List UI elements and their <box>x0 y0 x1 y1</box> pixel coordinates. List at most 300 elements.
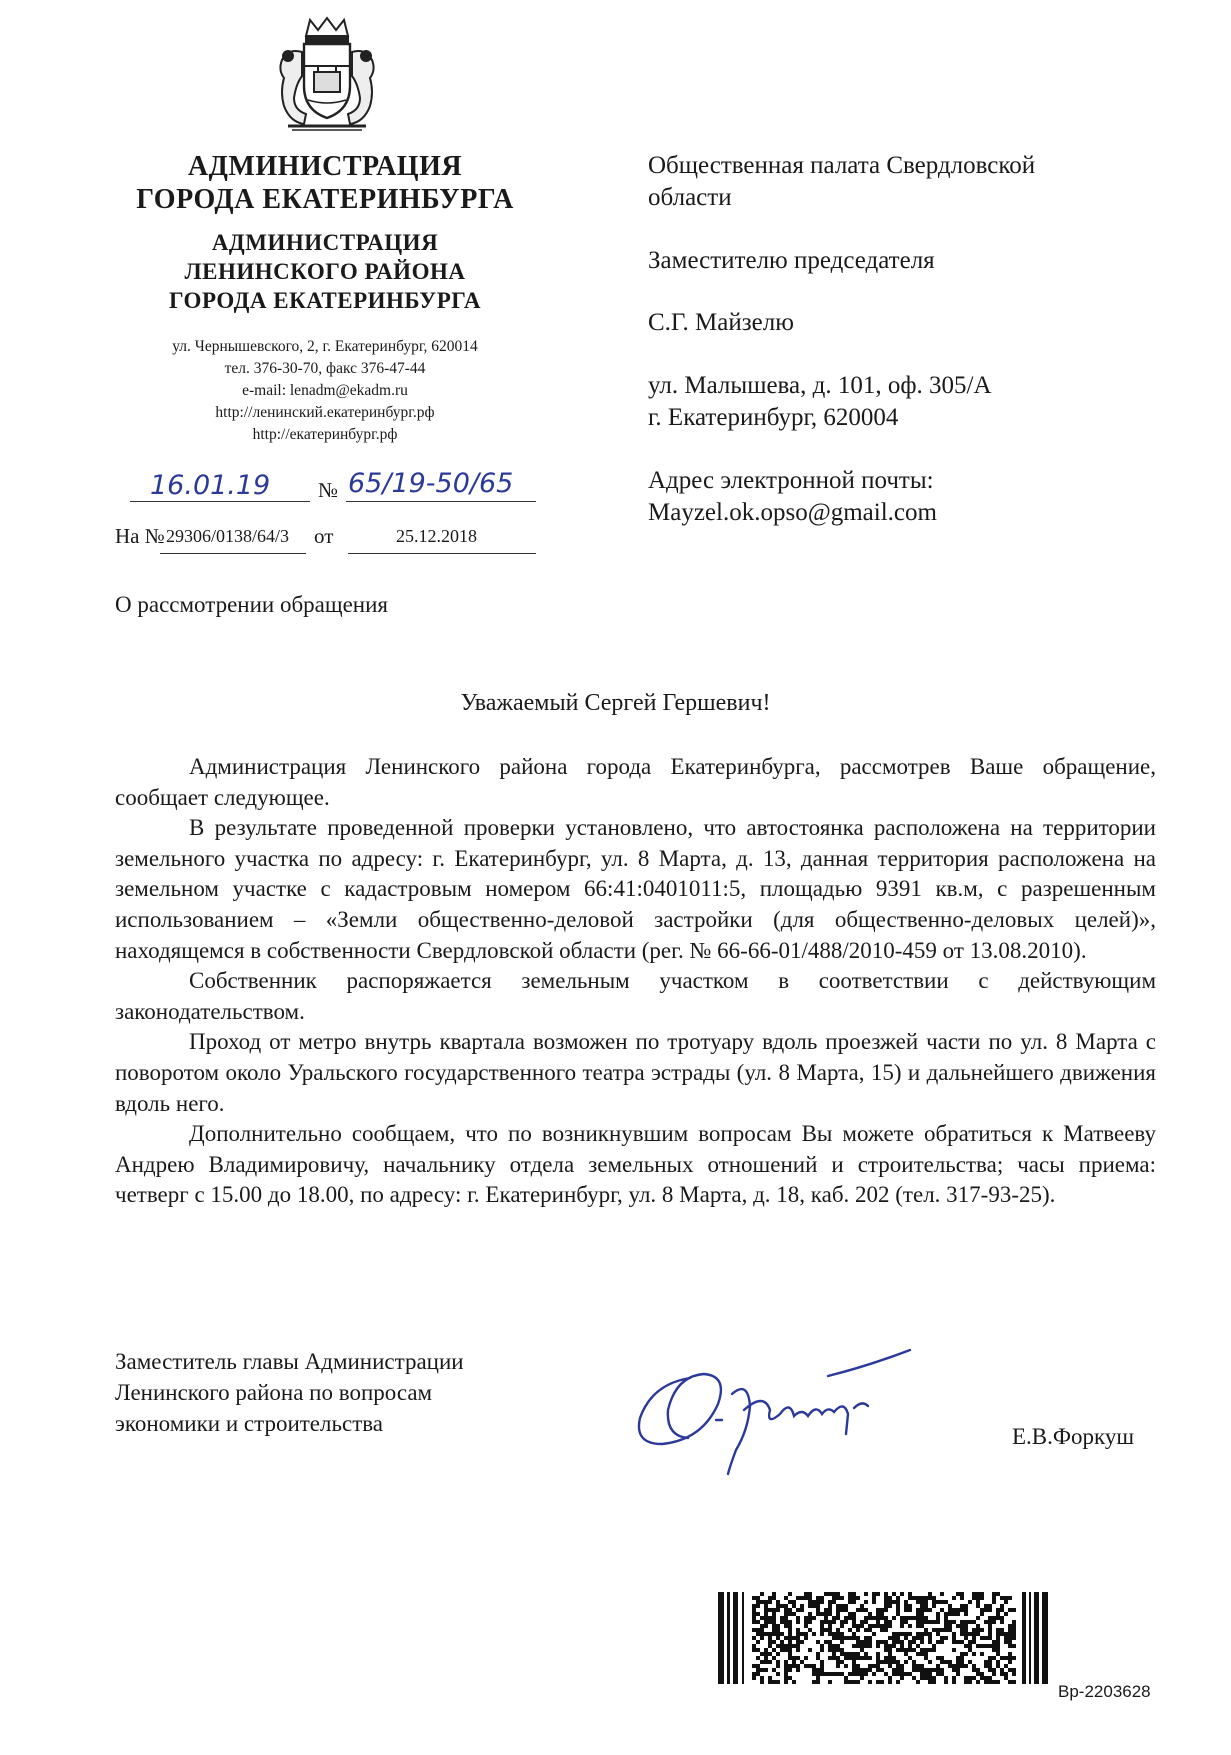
barcode-cell <box>976 1592 980 1596</box>
barcode-cell <box>1000 1596 1004 1600</box>
barcode-cell <box>908 1604 912 1608</box>
barcode-cell <box>756 1600 760 1604</box>
barcode-cell <box>852 1660 856 1664</box>
barcode-cell <box>808 1600 812 1604</box>
barcode-cell <box>896 1660 900 1664</box>
barcode-cell <box>796 1636 800 1640</box>
barcode-cell <box>980 1672 984 1676</box>
barcode-cell <box>980 1636 984 1640</box>
barcode-cell <box>972 1668 976 1672</box>
barcode-cell <box>892 1656 896 1660</box>
barcode-cell <box>764 1616 768 1620</box>
recipient-address <box>648 370 992 434</box>
barcode-cell <box>856 1640 860 1644</box>
barcode-cell <box>956 1640 960 1644</box>
barcode-cell <box>884 1604 888 1608</box>
barcode-cell <box>752 1636 756 1640</box>
barcode-cell <box>888 1676 892 1680</box>
barcode-cell <box>920 1608 924 1612</box>
barcode-cell <box>976 1624 980 1628</box>
barcode-cell <box>904 1608 908 1612</box>
barcode-cell <box>896 1668 900 1672</box>
barcode-cell <box>968 1660 972 1664</box>
barcode-cell <box>796 1608 800 1612</box>
barcode-cell <box>944 1624 948 1628</box>
barcode-cell <box>884 1616 888 1620</box>
barcode-cell <box>964 1620 968 1624</box>
barcode-cell <box>844 1676 848 1680</box>
barcode-cell <box>912 1668 916 1672</box>
barcode-cell <box>860 1604 864 1608</box>
body-paragraph: Проход от метро внутрь квартала возможен по тротуару вдоль проезжей части по ул. 8 Марта с поворотом около Уральского государственного театра эстрады (ул. 8 Марта, 15) и дальнейшего движения вдоль него. <box>115 1029 1156 1116</box>
barcode-cell <box>816 1608 820 1612</box>
barcode-cell <box>996 1612 1000 1616</box>
barcode-cell <box>912 1636 916 1640</box>
barcode-cell <box>864 1600 868 1604</box>
barcode-cell <box>768 1660 772 1664</box>
barcode-cell <box>828 1608 832 1612</box>
barcode-cell <box>948 1612 952 1616</box>
barcode-cell <box>868 1628 872 1632</box>
barcode-cell <box>996 1608 1000 1612</box>
barcode-cell <box>996 1680 1000 1684</box>
barcode-cell <box>932 1668 936 1672</box>
reg-number: 65/19-50/65 <box>348 468 514 499</box>
barcode-cell <box>828 1624 832 1628</box>
barcode-cell <box>840 1636 844 1640</box>
barcode-cell <box>988 1644 992 1648</box>
barcode-cell <box>1012 1656 1016 1660</box>
barcode-cell <box>1012 1620 1016 1624</box>
barcode-cell <box>1012 1632 1016 1636</box>
barcode-cell <box>824 1620 828 1624</box>
barcode-cell <box>964 1612 968 1616</box>
barcode-cell <box>808 1616 812 1620</box>
barcode-cell <box>920 1632 924 1636</box>
barcode-cell <box>856 1652 860 1656</box>
barcode-cell <box>880 1640 884 1644</box>
ref-from-label: от <box>314 524 334 548</box>
barcode-cell <box>860 1648 864 1652</box>
barcode-cell <box>972 1676 976 1680</box>
barcode-cell <box>932 1648 936 1652</box>
barcode-cell <box>776 1672 780 1676</box>
barcode-cell <box>968 1640 972 1644</box>
barcode-cell <box>760 1624 764 1628</box>
barcode-cell <box>828 1680 832 1684</box>
reg-date: 16.01.19 <box>150 470 271 501</box>
barcode-cell <box>932 1676 936 1680</box>
barcode-cell <box>884 1628 888 1632</box>
barcode-cell <box>836 1628 840 1632</box>
barcode-cell <box>960 1596 964 1600</box>
barcode-cell <box>944 1660 948 1664</box>
recipient-email-label: Адрес электронной почты: <box>648 467 934 494</box>
barcode-cell <box>848 1656 852 1660</box>
barcode-cell <box>984 1664 988 1668</box>
barcode-cell <box>788 1648 792 1652</box>
barcode-cell <box>924 1628 928 1632</box>
barcode-cell <box>900 1648 904 1652</box>
barcode-cell <box>896 1664 900 1668</box>
barcode-cell <box>804 1656 808 1660</box>
barcode-cell <box>808 1612 812 1616</box>
barcode-cell <box>752 1644 756 1648</box>
number-underline <box>346 500 536 502</box>
barcode-cell <box>772 1596 776 1600</box>
barcode-cell <box>872 1596 876 1600</box>
barcode-cell <box>884 1596 888 1600</box>
barcode-cell <box>808 1604 812 1608</box>
barcode-cell <box>764 1612 768 1616</box>
barcode-cell <box>940 1608 944 1612</box>
barcode-cell <box>752 1616 756 1620</box>
barcode-cell <box>892 1636 896 1640</box>
barcode-cell <box>808 1596 812 1600</box>
recipient-address-line: г. Екатеринбург, 620004 <box>648 404 899 431</box>
barcode-cell <box>880 1624 884 1628</box>
barcode-cell <box>868 1612 872 1616</box>
barcode-cell <box>956 1612 960 1616</box>
barcode-cell <box>992 1592 996 1596</box>
barcode-cell <box>836 1644 840 1648</box>
barcode-cell <box>824 1640 828 1644</box>
barcode-cell <box>908 1632 912 1636</box>
barcode-cell <box>920 1596 924 1600</box>
barcode-cell <box>884 1600 888 1604</box>
barcode-cell <box>864 1672 868 1676</box>
barcode-cell <box>788 1664 792 1668</box>
barcode-cell <box>1008 1628 1012 1632</box>
barcode-cell <box>916 1600 920 1604</box>
barcode-cell <box>988 1680 992 1684</box>
barcode-cell <box>932 1596 936 1600</box>
barcode-cell <box>948 1604 952 1608</box>
barcode-cell <box>904 1672 908 1676</box>
barcode-cell <box>832 1644 836 1648</box>
barcode-cell <box>900 1664 904 1668</box>
barcode-cell <box>804 1596 808 1600</box>
barcode-cell <box>880 1608 884 1612</box>
barcode-cell <box>828 1672 832 1676</box>
barcode-cell <box>964 1636 968 1640</box>
barcode-cell <box>840 1604 844 1608</box>
barcode-cell <box>884 1672 888 1676</box>
barcode-cell <box>960 1660 964 1664</box>
barcode-cell <box>916 1664 920 1668</box>
barcode-cell <box>764 1604 768 1608</box>
barcode-cell <box>1008 1652 1012 1656</box>
org-line: ГОРОДА ЕКАТЕРИНБУРГА <box>136 184 514 215</box>
barcode-cell <box>856 1624 860 1628</box>
barcode-cell <box>848 1652 852 1656</box>
barcode-cell <box>884 1656 888 1660</box>
barcode-cell <box>960 1632 964 1636</box>
barcode-cell <box>760 1652 764 1656</box>
barcode-cell <box>916 1668 920 1672</box>
barcode-cell <box>860 1640 864 1644</box>
barcode-cell <box>868 1636 872 1640</box>
barcode-cell <box>968 1676 972 1680</box>
barcode-cell <box>864 1616 868 1620</box>
barcode-cell <box>912 1640 916 1644</box>
barcode-cell <box>992 1680 996 1684</box>
barcode-cell <box>856 1680 860 1684</box>
barcode-cell <box>764 1660 768 1664</box>
barcode-cell <box>828 1656 832 1660</box>
barcode-cell <box>832 1592 836 1596</box>
barcode-cell <box>812 1604 816 1608</box>
barcode-cell <box>784 1668 788 1672</box>
barcode-cell <box>952 1640 956 1644</box>
barcode-cell <box>804 1636 808 1640</box>
barcode-cell <box>976 1600 980 1604</box>
barcode-cell <box>964 1604 968 1608</box>
barcode-cell <box>836 1660 840 1664</box>
barcode-cell <box>768 1636 772 1640</box>
barcode-cell <box>968 1680 972 1684</box>
barcode-cell <box>776 1660 780 1664</box>
barcode-cell <box>852 1656 856 1660</box>
barcode-cell <box>828 1620 832 1624</box>
barcode-cell <box>876 1608 880 1612</box>
barcode-cell <box>836 1616 840 1620</box>
barcode-cell <box>888 1600 892 1604</box>
letterhead-phone: тел. 376-30-70, факс 376-47-44 <box>224 360 426 377</box>
barcode-cell <box>816 1604 820 1608</box>
barcode-cell <box>984 1604 988 1608</box>
barcode-cell <box>840 1632 844 1636</box>
barcode-cell <box>964 1644 968 1648</box>
barcode-cell <box>788 1652 792 1656</box>
barcode-cell <box>840 1640 844 1644</box>
barcode-cell <box>976 1680 980 1684</box>
barcode-cell <box>936 1664 940 1668</box>
barcode-cell <box>772 1640 776 1644</box>
barcode-cell <box>784 1680 788 1684</box>
barcode-cell <box>836 1612 840 1616</box>
barcode-cell <box>768 1600 772 1604</box>
barcode-cell <box>852 1680 856 1684</box>
barcode-cell <box>908 1592 912 1596</box>
barcode-cell <box>784 1676 788 1680</box>
barcode-cell <box>788 1612 792 1616</box>
barcode-cell <box>828 1612 832 1616</box>
barcode-cell <box>848 1592 852 1596</box>
barcode-cell <box>908 1624 912 1628</box>
barcode-cell <box>876 1612 880 1616</box>
barcode-cell <box>860 1656 864 1660</box>
barcode-cell <box>848 1616 852 1620</box>
barcode-cell <box>932 1620 936 1624</box>
barcode-cell <box>916 1624 920 1628</box>
barcode-cell <box>844 1604 848 1608</box>
barcode-cell <box>968 1632 972 1636</box>
barcode-cell <box>856 1628 860 1632</box>
barcode-cell <box>852 1672 856 1676</box>
barcode-cell <box>792 1644 796 1648</box>
barcode-cell <box>788 1656 792 1660</box>
reg-number-label: № <box>318 478 339 502</box>
barcode-cell <box>960 1624 964 1628</box>
barcode-cell <box>964 1624 968 1628</box>
barcode-cell <box>904 1600 908 1604</box>
barcode-cell <box>996 1648 1000 1652</box>
barcode-cell <box>976 1644 980 1648</box>
barcode-cell <box>896 1680 900 1684</box>
barcode-cell <box>812 1600 816 1604</box>
barcode-cell <box>852 1612 856 1616</box>
barcode-cell <box>772 1624 776 1628</box>
barcode-cell <box>920 1604 924 1608</box>
barcode-cell <box>916 1612 920 1616</box>
barcode-cell <box>996 1640 1000 1644</box>
barcode-cell <box>784 1616 788 1620</box>
recipient-email: Mayzel.ok.opso@gmail.com <box>648 499 937 526</box>
barcode-cell <box>892 1660 896 1664</box>
barcode-cell <box>784 1620 788 1624</box>
barcode-cell <box>856 1668 860 1672</box>
barcode-cell <box>772 1620 776 1624</box>
barcode-cell <box>904 1616 908 1620</box>
barcode-cell <box>768 1644 772 1648</box>
barcode-cell <box>772 1648 776 1652</box>
barcode-cell <box>844 1680 848 1684</box>
barcode-cell <box>856 1596 860 1600</box>
barcode-cell <box>924 1676 928 1680</box>
barcode-cell <box>756 1632 760 1636</box>
barcode-cell <box>932 1628 936 1632</box>
barcode-cell <box>764 1624 768 1628</box>
barcode-cell <box>820 1620 824 1624</box>
barcode-cell <box>780 1648 784 1652</box>
barcode-cell <box>764 1632 768 1636</box>
barcode-cell <box>864 1644 868 1648</box>
barcode-cell <box>928 1660 932 1664</box>
barcode-cell <box>912 1616 916 1620</box>
letterhead-email: e-mail: lenadm@ekadm.ru <box>242 382 408 399</box>
barcode-cell <box>952 1664 956 1668</box>
barcode-cell <box>772 1680 776 1684</box>
barcode-cell <box>980 1628 984 1632</box>
barcode-cell <box>820 1672 824 1676</box>
barcode-cell <box>976 1628 980 1632</box>
barcode-cell <box>864 1620 868 1624</box>
barcode-cell <box>820 1632 824 1636</box>
barcode-cell <box>888 1656 892 1660</box>
barcode-cell <box>860 1620 864 1624</box>
barcode-cell <box>784 1596 788 1600</box>
barcode-cell <box>816 1656 820 1660</box>
coat-of-arms-icon <box>268 14 386 134</box>
barcode-cell <box>996 1644 1000 1648</box>
barcode-cell <box>1008 1660 1012 1664</box>
barcode-cell <box>920 1612 924 1616</box>
barcode-cell <box>904 1620 908 1624</box>
barcode-cell <box>904 1660 908 1664</box>
barcode-cell <box>900 1644 904 1648</box>
barcode-cell <box>992 1620 996 1624</box>
barcode-cell <box>988 1628 992 1632</box>
barcode-cell <box>888 1596 892 1600</box>
barcode-cell <box>808 1628 812 1632</box>
letterhead-site: http://ленинский.екатеринбург.рф <box>215 404 435 421</box>
barcode-cell <box>896 1648 900 1652</box>
barcode-cell <box>1008 1636 1012 1640</box>
barcode-cell <box>896 1600 900 1604</box>
barcode-cell <box>752 1672 756 1676</box>
barcode-cell <box>960 1664 964 1668</box>
barcode-cell <box>988 1660 992 1664</box>
org-name <box>110 150 540 216</box>
barcode-cell <box>1008 1632 1012 1636</box>
barcode-cell <box>1008 1656 1012 1660</box>
barcode-cell <box>988 1656 992 1660</box>
barcode-cell <box>900 1616 904 1620</box>
barcode-cell <box>776 1608 780 1612</box>
barcode-cell <box>812 1668 816 1672</box>
barcode-cell <box>824 1608 828 1612</box>
barcode-cell <box>908 1656 912 1660</box>
barcode-cell <box>900 1632 904 1636</box>
barcode-cell <box>784 1604 788 1608</box>
barcode-cell <box>948 1664 952 1668</box>
barcode-cell <box>956 1664 960 1668</box>
barcode-cell <box>932 1604 936 1608</box>
barcode-cell <box>972 1632 976 1636</box>
barcode-cell <box>836 1608 840 1612</box>
barcode-cell <box>792 1660 796 1664</box>
barcode-cell <box>920 1652 924 1656</box>
barcode-cell <box>916 1608 920 1612</box>
barcode-cell <box>928 1680 932 1684</box>
barcode-cell <box>896 1612 900 1616</box>
barcode-cell <box>776 1604 780 1608</box>
barcode-cell <box>820 1668 824 1672</box>
barcode-cell <box>872 1600 876 1604</box>
barcode-cell <box>880 1628 884 1632</box>
barcode-cell <box>956 1660 960 1664</box>
barcode-cell <box>772 1656 776 1660</box>
barcode-cell <box>852 1668 856 1672</box>
barcode-cell <box>1012 1672 1016 1676</box>
barcode-cell <box>816 1612 820 1616</box>
barcode-cell <box>928 1608 932 1612</box>
barcode-cell <box>804 1592 808 1596</box>
barcode-cell <box>920 1676 924 1680</box>
dept-line: АДМИНИСТРАЦИЯ <box>211 230 439 255</box>
barcode-cell <box>880 1680 884 1684</box>
barcode-cell <box>944 1676 948 1680</box>
barcode-cell <box>916 1620 920 1624</box>
barcode-cell <box>816 1676 820 1680</box>
barcode-cell <box>768 1620 772 1624</box>
barcode-cell <box>816 1680 820 1684</box>
barcode-cell <box>936 1616 940 1620</box>
barcode-cell <box>868 1640 872 1644</box>
barcode-2d <box>718 1592 1048 1684</box>
barcode-cell <box>972 1664 976 1668</box>
barcode-cell <box>812 1632 816 1636</box>
barcode-cell <box>980 1652 984 1656</box>
barcode-cell <box>760 1600 764 1604</box>
barcode-cell <box>796 1616 800 1620</box>
barcode-cell <box>784 1648 788 1652</box>
barcode-cell <box>844 1620 848 1624</box>
barcode-cell <box>764 1668 768 1672</box>
barcode-cell <box>884 1640 888 1644</box>
barcode-cell <box>984 1636 988 1640</box>
